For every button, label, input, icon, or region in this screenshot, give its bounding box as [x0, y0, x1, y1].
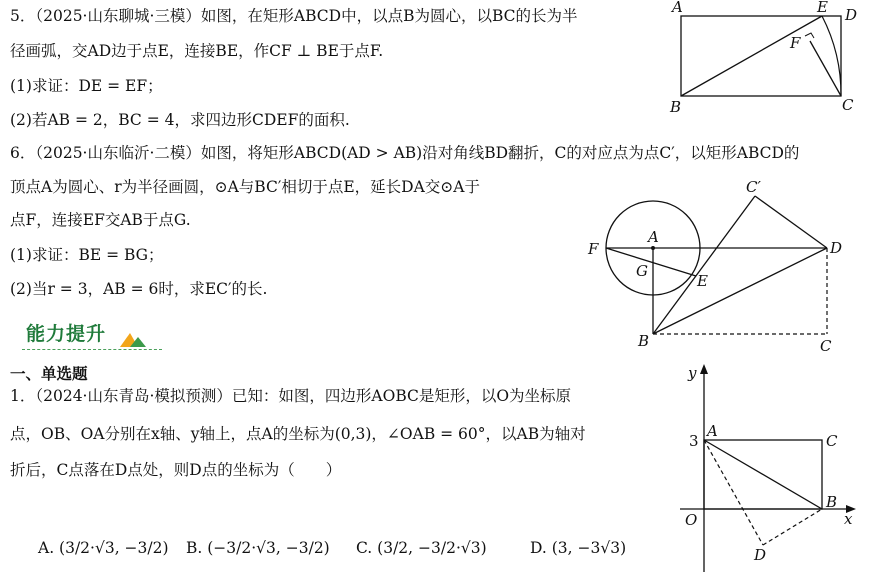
fig1-label-e: E: [817, 0, 828, 16]
fig3-label-y: y: [688, 364, 697, 382]
figure-q1: [680, 362, 870, 572]
q6-part-2: (2)当r = 3，AB = 6时，求EC′的长.: [10, 280, 268, 298]
badge-underline: [22, 349, 162, 350]
fig3-label-x: x: [844, 510, 853, 528]
figure-q5: [670, 0, 870, 115]
figure-q6: [582, 176, 852, 356]
fig2-label-a: A: [648, 228, 659, 246]
mountain-icon: [118, 329, 148, 349]
fig1-label-d: D: [845, 6, 858, 24]
fig3-label-c: C: [826, 432, 838, 450]
fig3-label-a: A: [707, 422, 718, 440]
fig3-label-d: D: [754, 546, 767, 564]
fig2-label-e: E: [697, 272, 708, 290]
fig1-label-b: B: [670, 98, 682, 116]
q6-line-2: 顶点A为圆心、r为半径画圆，⊙A与BC′相切于点E，延长DA交⊙A于: [10, 178, 480, 196]
ability-badge: [14, 317, 160, 353]
fig2-label-c: C: [820, 337, 832, 355]
q6-line-3: 点F，连接EF交AB于点G.: [10, 211, 191, 229]
fig2-label-b: B: [638, 332, 650, 350]
q1-line-2: 点，OB、OA分别在x轴、y轴上，点A的坐标为(0,3)，∠OAB = 60°，以AB为轴对: [10, 425, 586, 443]
fig3-label-b: B: [826, 493, 838, 511]
q5-line-1: 5．（2025·山东聊城·三模）如图，在矩形ABCD中，以点B为圆心，以BC的长为半: [10, 7, 578, 25]
q5-part-1: (1)求证：DE = EF；: [10, 77, 163, 95]
q6-line-1: 6．（2025·山东临沂·二模）如图，将矩形ABCD(AD > AB)沿对角线BD翻折，C的对应点为点C′，以矩形ABCD的: [10, 144, 800, 162]
fig1-label-c: C: [842, 96, 854, 114]
fig1-label-a: A: [672, 0, 683, 16]
option-d: D. (3, −3√3): [530, 539, 627, 557]
fig2-label-f: F: [588, 240, 599, 258]
q5-line-2: 径画弧，交AD边于点E，连接BE，作CF ⊥ BE于点F.: [10, 42, 384, 60]
fig1-label-f: F: [790, 34, 801, 52]
fig3-label-o: O: [685, 511, 698, 529]
option-a: A. (3/2·√3, −3/2): [38, 539, 169, 557]
q1-line-3: 折后，C点落在D点处，则D点的坐标为（ ）: [10, 461, 342, 479]
q5-part-2: (2)若AB = 2，BC = 4，求四边形CDEF的面积.: [10, 111, 350, 129]
q6-part-1: (1)求证：BE = BG；: [10, 246, 164, 264]
fig2-label-d: D: [830, 239, 843, 257]
section-title: 一、单选题: [10, 365, 88, 383]
q1-line-1: 1．（2024·山东青岛·模拟预测）已知：如图，四边形AOBC是矩形，以O为坐标原: [10, 387, 572, 405]
ability-badge-label: 能力提升: [26, 323, 107, 345]
fig2-label-c-prime: C′: [746, 178, 761, 196]
option-c: C. (3/2, −3/2·√3): [356, 539, 487, 557]
fig3-tick-3: 3: [689, 432, 699, 450]
fig2-label-g: G: [636, 262, 648, 280]
option-b: B. (−3/2·√3, −3/2): [186, 539, 330, 557]
